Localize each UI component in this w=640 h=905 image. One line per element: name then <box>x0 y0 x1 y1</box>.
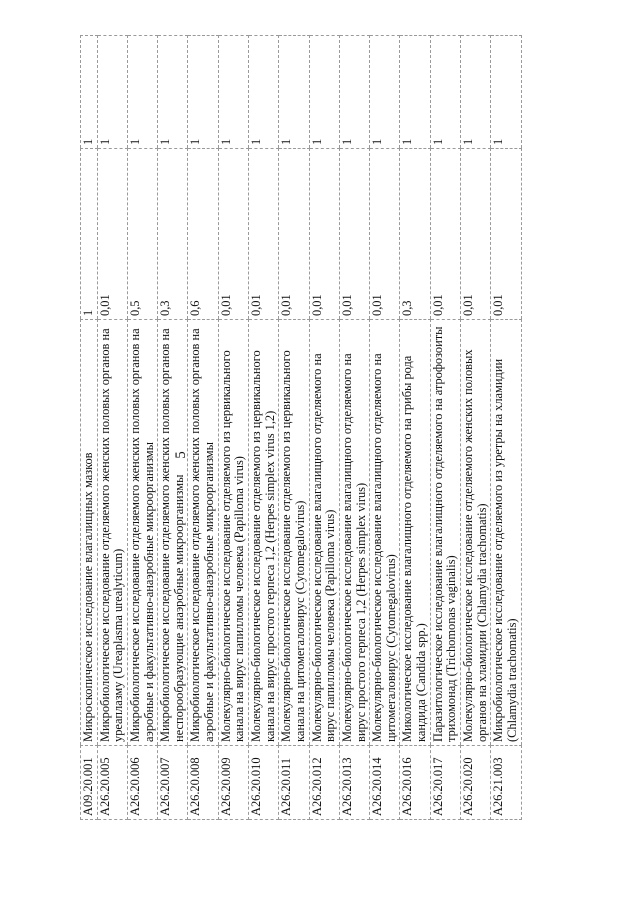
multiplicity-value: 1 <box>97 36 127 149</box>
frequency-value: 0,01 <box>339 149 369 320</box>
services-table <box>80 35 522 820</box>
table-row <box>188 36 218 820</box>
multiplicity-value: 1 <box>188 36 218 149</box>
service-code: A26.20.011 <box>279 746 309 820</box>
frequency-value: 0,01 <box>309 149 339 320</box>
table-row <box>97 36 127 820</box>
service-code: A26.20.010 <box>249 746 279 820</box>
service-name: Молекулярно-биологическое исследование отделяемого женских половых органов на хламидии (Chlamydia trachomatis) <box>461 320 491 746</box>
multiplicity-value: 1 <box>491 36 521 149</box>
frequency-value: 0,01 <box>461 149 491 320</box>
service-code: A26.21.003 <box>491 746 521 820</box>
service-code: A09.20.001 <box>81 746 98 820</box>
service-code: A26.20.013 <box>339 746 369 820</box>
multiplicity-value: 1 <box>127 36 157 149</box>
frequency-value: 0,01 <box>491 149 521 320</box>
multiplicity-value: 1 <box>430 36 460 149</box>
page-number: 5 <box>173 451 189 459</box>
table-row <box>279 36 309 820</box>
service-code: A26.20.006 <box>127 746 157 820</box>
multiplicity-value: 1 <box>158 36 188 149</box>
service-code: A26.20.012 <box>309 746 339 820</box>
service-name: Молекулярно-биологическое исследование отделяемого из цервикального канала на вирус папилломы человека (Papilloma virus) <box>218 320 248 746</box>
table-row <box>461 36 491 820</box>
service-name: Молекулярно-биологическое исследование влагалищного отделяемого на вирус папилломы человека (Papilloma virus) <box>309 320 339 746</box>
service-name: Молекулярно-биологическое исследование влагалищного отделяемого на цитомегаловирус (Cytomegalovirus) <box>370 320 400 746</box>
multiplicity-value: 1 <box>400 36 430 149</box>
service-name: Микологическое исследование влагалищного отделяемого на грибы рода кандида (Candida spp.) <box>400 320 430 746</box>
frequency-value: 0,01 <box>430 149 460 320</box>
service-name: Микробиологическое исследование отделяемого женских половых органов на неспорообразующие анаэробные микроорганизмы <box>158 320 188 746</box>
service-name: Молекулярно-биологическое исследование отделяемого из цервикального канала на цитомегаловирус (Cytomegalovirus) <box>279 320 309 746</box>
multiplicity-value: 1 <box>370 36 400 149</box>
table-row <box>430 36 460 820</box>
frequency-value: 0,01 <box>279 149 309 320</box>
table-row <box>309 36 339 820</box>
multiplicity-value: 1 <box>309 36 339 149</box>
service-code: A26.20.020 <box>461 746 491 820</box>
service-name: Микробиологическое исследование отделяемого женских половых органов на уреаплазму (Ureaplasma urealyticum) <box>97 320 127 746</box>
service-code: A26.20.008 <box>188 746 218 820</box>
table-row <box>339 36 369 820</box>
service-code: A26.20.007 <box>158 746 188 820</box>
service-code: A26.20.009 <box>218 746 248 820</box>
frequency-value: 0,01 <box>249 149 279 320</box>
table-row <box>81 36 98 820</box>
service-code: A26.20.016 <box>400 746 430 820</box>
table-row <box>218 36 248 820</box>
service-code: A26.20.017 <box>430 746 460 820</box>
rotated-page <box>80 60 640 820</box>
service-name: Микробиологическое исследование отделяемого из уретры на хламидии (Chlamydia trachomatis) <box>491 320 521 746</box>
frequency-value: 0,01 <box>370 149 400 320</box>
service-name: Микроскопическое исследование влагалищных мазков <box>81 320 98 746</box>
frequency-value: 0,3 <box>158 149 188 320</box>
frequency-value: 1 <box>81 149 98 320</box>
service-name: Паразитологическое исследование влагалищного отделяемого на атрофозоиты трихомонад (Trichomonas vaginalis) <box>430 320 460 746</box>
multiplicity-value: 1 <box>81 36 98 149</box>
multiplicity-value: 1 <box>339 36 369 149</box>
service-name: Молекулярно-биологическое исследование отделяемого из цервикального канала на вирус простого герпеса 1,2 (Herpes simplex virus 1,2) <box>249 320 279 746</box>
frequency-value: 0,01 <box>218 149 248 320</box>
table-row <box>491 36 521 820</box>
table-row <box>370 36 400 820</box>
table-row <box>249 36 279 820</box>
table-row <box>158 36 188 820</box>
frequency-value: 0,6 <box>188 149 218 320</box>
multiplicity-value: 1 <box>218 36 248 149</box>
multiplicity-value: 1 <box>279 36 309 149</box>
multiplicity-value: 1 <box>461 36 491 149</box>
frequency-value: 0,01 <box>97 149 127 320</box>
service-code: A26.20.014 <box>370 746 400 820</box>
frequency-value: 0,5 <box>127 149 157 320</box>
multiplicity-value: 1 <box>249 36 279 149</box>
service-code: A26.20.005 <box>97 746 127 820</box>
table-row <box>400 36 430 820</box>
service-name: Микробиологическое исследование отделяемого женских половых органов на аэробные и факультативно-анаэробные микроорганизмы <box>188 320 218 746</box>
frequency-value: 0,3 <box>400 149 430 320</box>
service-name: Молекулярно-биологическое исследование влагалищного отделяемого на вирус простого герпеса 1,2 (Herpes simplex virus) <box>339 320 369 746</box>
table-row <box>127 36 157 820</box>
service-name: Микробиологическое исследование отделяемого женских половых органов на аэробные и факультативно-анаэробные микроорганизмы <box>127 320 157 746</box>
